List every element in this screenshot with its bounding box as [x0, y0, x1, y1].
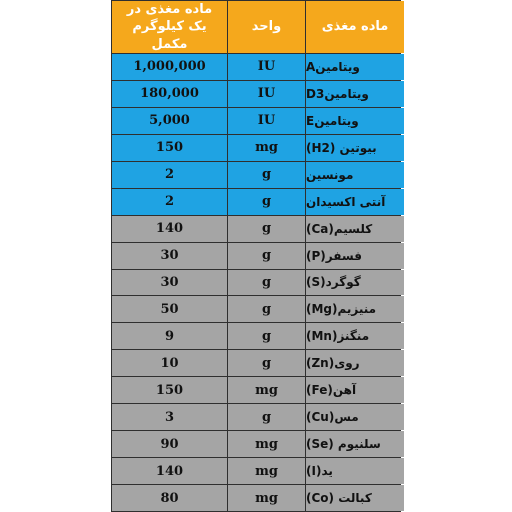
table-cell-unit: mg — [228, 135, 305, 161]
table-cell-amount: 10 — [112, 350, 227, 376]
table-cell-unit: mg — [228, 485, 305, 511]
table-cell-name: مس(Cu) — [306, 404, 404, 430]
table-cell-amount: 2 — [112, 189, 227, 215]
header-nutrient: ماده مغذی — [306, 1, 404, 53]
table-cell-name: ویتامینD3 — [306, 81, 404, 107]
table-cell-name: کلسیم(Ca) — [306, 216, 404, 242]
table-cell-amount: 140 — [112, 458, 227, 484]
table-cell-unit: g — [228, 162, 305, 188]
table-cell-amount: 3 — [112, 404, 227, 430]
table-cell-amount: 50 — [112, 296, 227, 322]
table-cell-unit: g — [228, 243, 305, 269]
table-cell-name: فسفر(P) — [306, 243, 404, 269]
table-cell-amount: 180,000 — [112, 81, 227, 107]
table-cell-unit: IU — [228, 108, 305, 134]
table-cell-name: منیزیم(Mg) — [306, 296, 404, 322]
table-cell-unit: g — [228, 216, 305, 242]
nutrient-table — [111, 0, 401, 512]
table-cell-unit: g — [228, 323, 305, 349]
table-cell-name: بیوتین (H2) — [306, 135, 404, 161]
table-cell-amount: 1,000,000 — [112, 54, 227, 80]
table-cell-amount: 150 — [112, 377, 227, 403]
table-cell-name: گوگرد(S) — [306, 270, 404, 296]
table-cell-name: آنتی اکسیدان — [306, 189, 404, 215]
table-cell-unit: IU — [228, 54, 305, 80]
table-cell-name: ید(I) — [306, 458, 404, 484]
table-cell-amount: 30 — [112, 270, 227, 296]
table-cell-amount: 90 — [112, 431, 227, 457]
header-amount: ماده مغذی در یک کیلوگرم مکمل — [112, 1, 227, 53]
table-cell-unit: g — [228, 404, 305, 430]
table-cell-unit: mg — [228, 377, 305, 403]
table-cell-name: روی(Zn) — [306, 350, 404, 376]
header-unit: واحد — [228, 1, 305, 53]
table-cell-unit: mg — [228, 458, 305, 484]
table-cell-amount: 2 — [112, 162, 227, 188]
table-cell-amount: 9 — [112, 323, 227, 349]
table-cell-name: منگنز(Mn) — [306, 323, 404, 349]
table-cell-name: سلنیوم (Se) — [306, 431, 404, 457]
table-cell-unit: g — [228, 350, 305, 376]
table-cell-amount: 30 — [112, 243, 227, 269]
table-cell-unit: mg — [228, 431, 305, 457]
table-cell-amount: 140 — [112, 216, 227, 242]
table-cell-unit: g — [228, 189, 305, 215]
table-cell-unit: g — [228, 296, 305, 322]
table-cell-amount: 80 — [112, 485, 227, 511]
table-cell-name: ویتامینA — [306, 54, 404, 80]
table-cell-unit: IU — [228, 81, 305, 107]
table-cell-amount: 5,000 — [112, 108, 227, 134]
table-cell-name: کبالت (Co) — [306, 485, 404, 511]
table-cell-amount: 150 — [112, 135, 227, 161]
table-cell-name: آهن(Fe) — [306, 377, 404, 403]
table-cell-unit: g — [228, 270, 305, 296]
table-cell-name: مونسین — [306, 162, 404, 188]
table-cell-name: ویتامینE — [306, 108, 404, 134]
